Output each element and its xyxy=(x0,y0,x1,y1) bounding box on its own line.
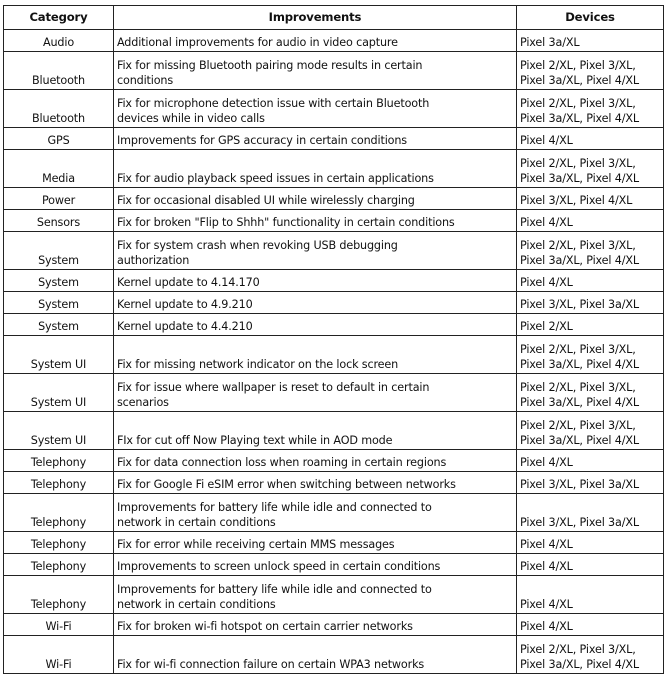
table-row xyxy=(4,636,664,674)
devices-cell xyxy=(517,90,664,128)
category-cell: System xyxy=(4,270,114,292)
table-row xyxy=(4,52,664,90)
table-row xyxy=(4,292,664,314)
devices-cell xyxy=(517,150,664,188)
improvement-line: Improvements for GPS accuracy in certain conditions xyxy=(117,134,407,147)
category-cell: GPS xyxy=(4,128,114,150)
improvement-cell xyxy=(114,614,517,636)
improvement-cell xyxy=(114,336,517,374)
header-improvements: Improvements xyxy=(114,6,517,30)
device-line: Pixel 4/XL xyxy=(520,276,573,289)
improvement-cell xyxy=(114,292,517,314)
device-line: Pixel 3/XL, Pixel 3a/XL xyxy=(520,478,639,491)
improvement-cell xyxy=(114,576,517,614)
improvement-line: conditions xyxy=(117,74,174,87)
table-row xyxy=(4,128,664,150)
improvement-cell xyxy=(114,494,517,532)
device-line: Pixel 4/XL xyxy=(520,216,573,229)
table-row xyxy=(4,314,664,336)
improvement-cell xyxy=(114,636,517,674)
device-line: Pixel 4/XL xyxy=(520,134,573,147)
device-line: Pixel 4/XL xyxy=(520,456,573,469)
improvement-line: Fix for microphone detection issue with certain Bluetooth xyxy=(117,97,430,110)
device-line: Pixel 3a/XL, Pixel 4/XL xyxy=(520,74,639,87)
header-row xyxy=(4,6,664,30)
table-row xyxy=(4,554,664,576)
devices-cell xyxy=(517,450,664,472)
devices-cell xyxy=(517,494,664,532)
improvement-cell xyxy=(114,270,517,292)
category-cell: Wi-Fi xyxy=(4,614,114,636)
devices-cell xyxy=(517,374,664,412)
category-cell: Wi-Fi xyxy=(4,636,114,674)
improvement-line: network in certain conditions xyxy=(117,516,276,529)
table-row xyxy=(4,270,664,292)
table-row xyxy=(4,210,664,232)
table-row xyxy=(4,374,664,412)
device-line: Pixel 3a/XL xyxy=(520,36,580,49)
improvement-line: Fix for issue where wallpaper is reset to default in certain xyxy=(117,381,430,394)
improvement-line: Kernel update to 4.9.210 xyxy=(117,298,253,311)
header-category: Category xyxy=(4,6,114,30)
header-devices: Devices xyxy=(517,6,664,30)
device-line: Pixel 2/XL, Pixel 3/XL, xyxy=(520,419,636,432)
devices-cell xyxy=(517,636,664,674)
improvement-cell xyxy=(114,128,517,150)
improvement-line: Fix for Google Fi eSIM error when switching between networks xyxy=(117,478,456,491)
improvement-line: Fix for system crash when revoking USB debugging xyxy=(117,239,398,252)
devices-cell xyxy=(517,314,664,336)
table-row xyxy=(4,472,664,494)
improvement-line: Fix for missing Bluetooth pairing mode results in certain xyxy=(117,59,423,72)
improvement-line: authorization xyxy=(117,254,190,267)
devices-cell xyxy=(517,232,664,270)
category-cell: System xyxy=(4,292,114,314)
improvement-cell xyxy=(114,232,517,270)
category-cell: System UI xyxy=(4,336,114,374)
device-line: Pixel 4/XL xyxy=(520,620,573,633)
improvement-line: Fix for broken "Flip to Shhh" functionality in certain conditions xyxy=(117,216,455,229)
device-line: Pixel 2/XL, Pixel 3/XL, xyxy=(520,643,636,656)
improvement-line: Fix for data connection loss when roaming in certain regions xyxy=(117,456,447,469)
improvement-line: Kernel update to 4.14.170 xyxy=(117,276,260,289)
devices-cell xyxy=(517,532,664,554)
improvement-cell xyxy=(114,52,517,90)
improvement-line: network in certain conditions xyxy=(117,598,276,611)
improvement-cell xyxy=(114,90,517,128)
category-cell: Audio xyxy=(4,30,114,52)
category-cell: Power xyxy=(4,188,114,210)
device-line: Pixel 3a/XL, Pixel 4/XL xyxy=(520,358,639,371)
improvement-cell xyxy=(114,314,517,336)
devices-cell xyxy=(517,128,664,150)
devices-cell xyxy=(517,30,664,52)
category-cell: System UI xyxy=(4,412,114,450)
table-row xyxy=(4,450,664,472)
devices-cell xyxy=(517,614,664,636)
category-cell: System xyxy=(4,232,114,270)
improvement-line: Fix for missing network indicator on the lock screen xyxy=(117,358,399,371)
improvement-cell xyxy=(114,450,517,472)
improvement-cell xyxy=(114,374,517,412)
device-line: Pixel 4/XL xyxy=(520,598,573,611)
table-row xyxy=(4,90,664,128)
improvement-line: Fix for error while receiving certain MMS messages xyxy=(117,538,395,551)
device-line: Pixel 2/XL, Pixel 3/XL, xyxy=(520,343,636,356)
table-row xyxy=(4,532,664,554)
improvement-cell xyxy=(114,532,517,554)
improvement-line: Improvements for battery life while idle and connected to xyxy=(117,583,432,596)
devices-cell xyxy=(517,472,664,494)
improvement-cell xyxy=(114,412,517,450)
table-row xyxy=(4,150,664,188)
devices-cell xyxy=(517,188,664,210)
release-notes-table xyxy=(3,5,664,674)
improvement-line: Improvements to screen unlock speed in certain conditions xyxy=(117,560,441,573)
device-line: Pixel 2/XL, Pixel 3/XL, xyxy=(520,239,636,252)
device-line: Pixel 2/XL xyxy=(520,320,573,333)
device-line: Pixel 2/XL, Pixel 3/XL, xyxy=(520,381,636,394)
devices-cell xyxy=(517,52,664,90)
device-line: Pixel 3a/XL, Pixel 4/XL xyxy=(520,254,639,267)
device-line: Pixel 3/XL, Pixel 3a/XL xyxy=(520,516,639,529)
table-row xyxy=(4,494,664,532)
table-row xyxy=(4,576,664,614)
improvement-cell xyxy=(114,472,517,494)
category-cell: Telephony xyxy=(4,554,114,576)
devices-cell xyxy=(517,210,664,232)
improvement-line: Fix for wi-fi connection failure on certain WPA3 networks xyxy=(117,658,425,671)
device-line: Pixel 2/XL, Pixel 3/XL, xyxy=(520,157,636,170)
devices-cell xyxy=(517,576,664,614)
devices-cell xyxy=(517,292,664,314)
device-line: Pixel 4/XL xyxy=(520,560,573,573)
category-cell: System UI xyxy=(4,374,114,412)
category-cell: Sensors xyxy=(4,210,114,232)
category-cell: Telephony xyxy=(4,450,114,472)
category-cell: Media xyxy=(4,150,114,188)
device-line: Pixel 2/XL, Pixel 3/XL, xyxy=(520,97,636,110)
category-cell: Telephony xyxy=(4,532,114,554)
category-cell: System xyxy=(4,314,114,336)
table-row xyxy=(4,188,664,210)
devices-cell xyxy=(517,412,664,450)
device-line: Pixel 3/XL, Pixel 3a/XL xyxy=(520,298,639,311)
improvement-line: Fix for audio playback speed issues in certain applications xyxy=(117,172,434,185)
improvement-line: Fix for broken wi-fi hotspot on certain carrier networks xyxy=(117,620,413,633)
table-row xyxy=(4,412,664,450)
improvement-cell xyxy=(114,210,517,232)
improvement-line: scenarios xyxy=(117,396,169,409)
device-line: Pixel 3a/XL, Pixel 4/XL xyxy=(520,434,639,447)
device-line: Pixel 3a/XL, Pixel 4/XL xyxy=(520,172,639,185)
category-cell: Bluetooth xyxy=(4,90,114,128)
devices-cell xyxy=(517,336,664,374)
category-cell: Telephony xyxy=(4,576,114,614)
improvement-line: Fix for occasional disabled UI while wirelessly charging xyxy=(117,194,415,207)
device-line: Pixel 3a/XL, Pixel 4/XL xyxy=(520,396,639,409)
improvement-line: Improvements for battery life while idle and connected to xyxy=(117,501,432,514)
device-line: Pixel 2/XL, Pixel 3/XL, xyxy=(520,59,636,72)
category-cell: Telephony xyxy=(4,494,114,532)
device-line: Pixel 4/XL xyxy=(520,538,573,551)
improvement-cell xyxy=(114,150,517,188)
improvement-line: FIx for cut off Now Playing text while in AOD mode xyxy=(117,434,393,447)
improvement-cell xyxy=(114,554,517,576)
table-row xyxy=(4,30,664,52)
category-cell: Bluetooth xyxy=(4,52,114,90)
table-row xyxy=(4,336,664,374)
devices-cell xyxy=(517,554,664,576)
table-body xyxy=(4,30,664,674)
category-cell: Telephony xyxy=(4,472,114,494)
improvement-cell xyxy=(114,188,517,210)
table-row xyxy=(4,614,664,636)
device-line: Pixel 3a/XL, Pixel 4/XL xyxy=(520,112,639,125)
improvement-line: devices while in video calls xyxy=(117,112,265,125)
improvement-line: Kernel update to 4.4.210 xyxy=(117,320,253,333)
improvement-cell xyxy=(114,30,517,52)
table-row xyxy=(4,232,664,270)
device-line: Pixel 3/XL, Pixel 4/XL xyxy=(520,194,633,207)
device-line: Pixel 3a/XL, Pixel 4/XL xyxy=(520,658,639,671)
improvement-line: Additional improvements for audio in video capture xyxy=(117,36,398,49)
devices-cell xyxy=(517,270,664,292)
